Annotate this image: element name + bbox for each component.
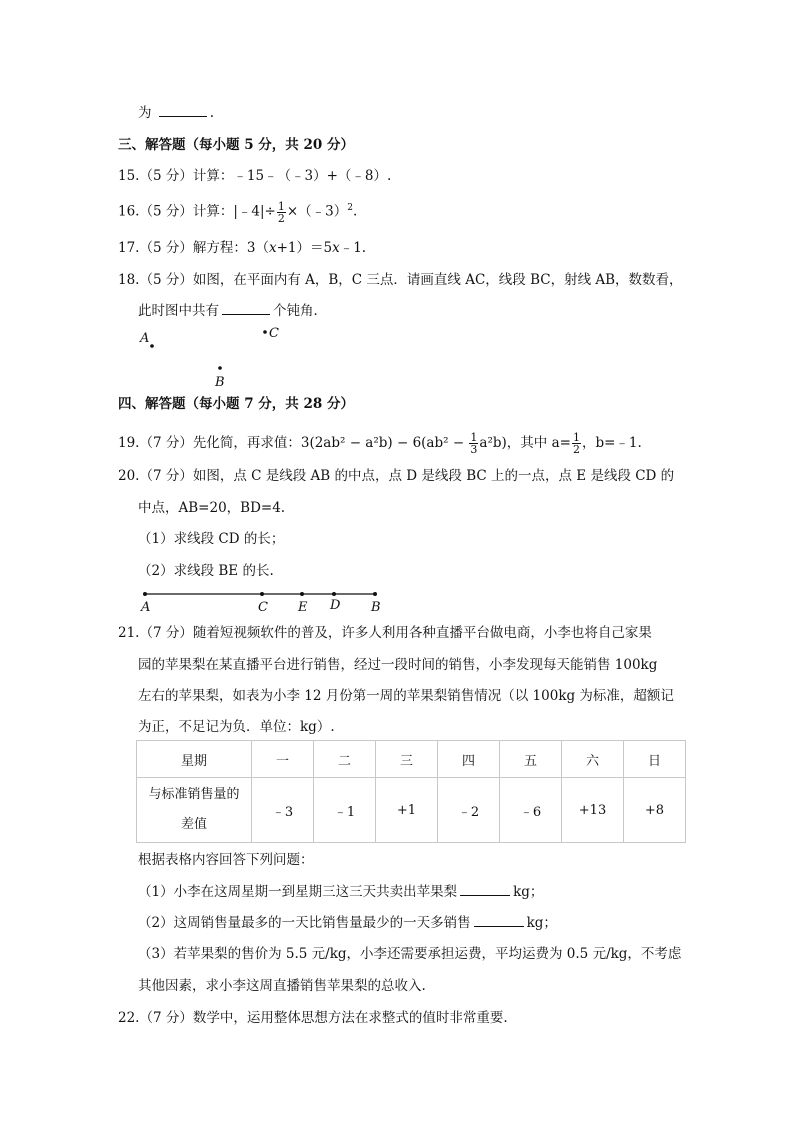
point-b-label: B [371, 600, 381, 615]
table-cell: +13 [562, 778, 624, 843]
table-day: 五 [500, 741, 562, 778]
question-21-sub3-line1: （3）若苹果梨的售价为 5.5 元/kg，小李还需要承担运费，平均运费为 0.5 元/kg，不考虑 [138, 946, 682, 962]
table-day: 二 [314, 741, 376, 778]
segment-figure [138, 588, 388, 616]
question-20-line2: 中点，AB=20，BD=4. [138, 500, 286, 516]
table-cell: ﹣1 [314, 778, 376, 843]
point-b-dot [373, 592, 377, 596]
point-a-label: A [140, 331, 150, 346]
point-c-dot [263, 330, 267, 334]
question-21-intro: 根据表格内容回答下列问题： [138, 852, 314, 868]
fraction: $\frac{1}{3}$ [470, 431, 478, 456]
table-cell: ﹣2 [438, 778, 500, 843]
question-20-sub2: （2）求线段 BE 的长. [138, 563, 274, 579]
question-22: 22.（7 分）数学中，运用整体思想方法在求整式的值时非常重要. [118, 1010, 508, 1026]
point-b-dot [218, 366, 222, 370]
previous-question-tail: 为 . [138, 105, 215, 121]
table-day: 六 [562, 741, 624, 778]
sales-table [136, 740, 686, 843]
table-header-row [137, 741, 686, 778]
answer-blank[interactable] [460, 883, 510, 896]
point-c-label: C [258, 600, 268, 615]
point-e-label: E [298, 600, 308, 615]
section-three-heading: 三、解答题（每小题 5 分，共 20 分） [118, 137, 354, 153]
question-17: 17.（5 分）解方程：3（x+1）＝5x﹣1. [118, 240, 367, 256]
point-e-dot [300, 592, 304, 596]
question-18-line2: 此时图中共有 个钝角． [138, 303, 327, 319]
question-16: 16.（5 分）计算：|﹣4|÷ $\frac{1}{2}$ ×（﹣3）$^2$. [118, 199, 358, 225]
point-a-dot [150, 344, 154, 348]
table-row [137, 778, 686, 843]
point-a-dot [143, 592, 147, 596]
table-day: 三 [376, 741, 438, 778]
table-header-label: 星期 [137, 741, 252, 778]
answer-blank[interactable] [159, 104, 207, 117]
table-row-label: 与标准销售量的 差值 [137, 778, 252, 843]
table-day: 四 [438, 741, 500, 778]
point-d-dot [332, 592, 336, 596]
table-cell: ﹣6 [500, 778, 562, 843]
point-c-dot [260, 592, 264, 596]
question-21-sub1: （1）小李在这周星期一到星期三这三天共卖出苹果梨 kg； [138, 884, 544, 900]
fraction: $\frac{1}{2}$ [572, 431, 580, 456]
question-20-line1: 20.（7 分）如图，点 C 是线段 AB 的中点，点 D 是线段 BC 上的一点，点 E 是线段 CD 的 [118, 468, 675, 484]
table-day: 一 [252, 741, 314, 778]
point-b-label: B [215, 375, 225, 390]
point-d-label: D [330, 598, 341, 613]
question-19: 19.（7 分）先化简，再求值：3(2ab² − a²b) − 6(ab² − $\frac{1}{3}$ a²b)，其中 a= $\frac{1}{2}$ ，b=﹣1. [118, 431, 642, 456]
table-cell: ﹣3 [252, 778, 314, 843]
section-four-heading: 四、解答题（每小题 7 分，共 28 分） [118, 396, 354, 412]
point-c-label: C [269, 326, 279, 341]
question-20-sub1: （1）求线段 CD 的长； [138, 531, 285, 547]
fraction: $\frac{1}{2}$ [277, 199, 285, 225]
question-21-sub2: （2）这周销售量最多的一天比销售量最少的一天多销售 kg； [138, 915, 557, 931]
question-21-sub3-line2: 其他因素，求小李这周直播销售苹果梨的总收入. [138, 978, 426, 994]
table-cell: +1 [376, 778, 438, 843]
answer-blank[interactable] [474, 914, 524, 927]
question-21-line1: 21.（7 分）随着短视频软件的普及，许多人利用各种直播平台做电商，小李也将自己家果 [118, 625, 652, 641]
table-cell: +8 [624, 778, 686, 843]
question-15: 15.（5 分）计算：﹣15﹣（﹣3）+（﹣8）. [118, 168, 392, 184]
question-21-line3: 左右的苹果梨，如表为小李 12 月份第一周的苹果梨销售情况（以 100kg 为标准，超额记 [138, 688, 674, 704]
question-21-line2: 园的苹果梨在某直播平台进行销售，经过一段时间的销售，小李发现每天能销售 100kg [138, 657, 658, 673]
question-18-line1: 18.（5 分）如图，在平面内有 A，B，C 三点．请画直线 AC，线段 BC，射线 AB，数数看， [118, 272, 683, 288]
point-a-label: A [141, 600, 151, 615]
table-day: 日 [624, 741, 686, 778]
question-21-line4: 为正，不足记为负．单位：kg）. [138, 719, 335, 735]
answer-blank[interactable] [222, 302, 270, 315]
three-points-figure [130, 320, 290, 390]
